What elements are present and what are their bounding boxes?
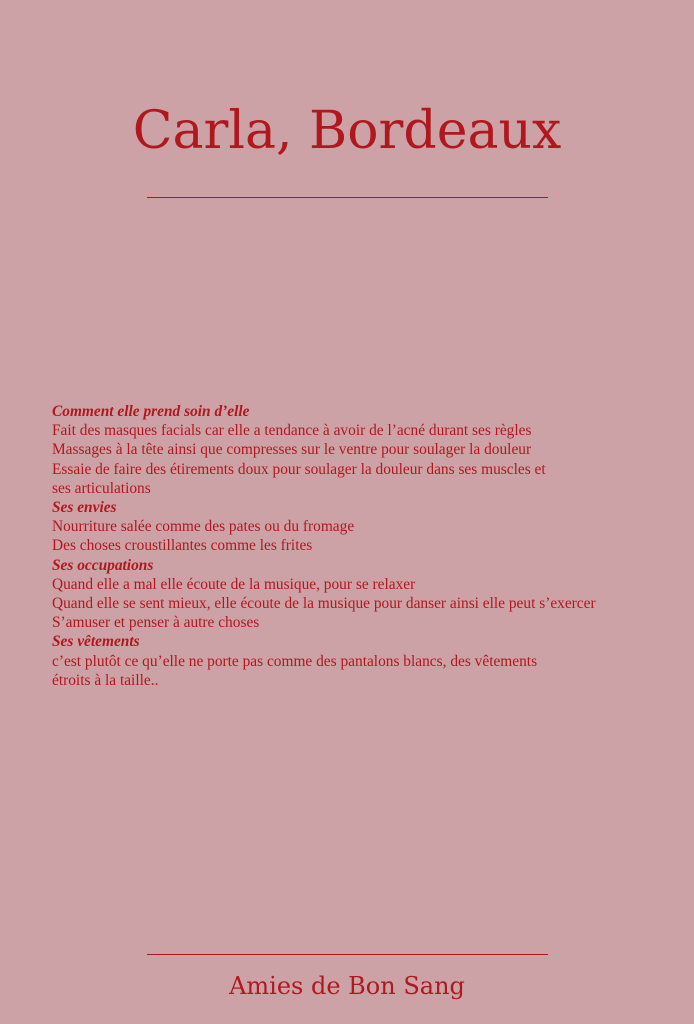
section-line: Des choses croustillantes comme les frites (52, 537, 313, 555)
section-line: Nourriture salée comme des pates ou du fromage (52, 518, 355, 536)
section-heading: Ses envies (52, 499, 117, 517)
section-line: Essaie de faire des étirements doux pour soulager la douleur dans ses muscles et (52, 460, 546, 478)
bottom-divider (147, 954, 548, 955)
section-line: Massages à la tête ainsi que compresses sur le ventre pour soulager la douleur (52, 441, 532, 459)
section-care (52, 402, 652, 498)
section-heading: Comment elle prend soin d’elle (52, 403, 250, 420)
footer-brand: Amies de Bon Sang (229, 972, 465, 1000)
section-line: Fait des masques facials car elle a tendance à avoir de l’acné durant ses règles (52, 422, 532, 440)
section-line: étroits à la taille.. (52, 671, 159, 689)
top-divider (147, 197, 548, 198)
section-line: S’amuser et penser à autre choses (52, 614, 260, 632)
section-clothing (52, 632, 652, 690)
section-line: ses articulations (52, 479, 151, 497)
section-line: Quand elle a mal elle écoute de la musique, pour se relaxer (52, 575, 416, 593)
section-activities (52, 556, 652, 633)
section-cravings (52, 498, 652, 556)
section-heading: Ses vêtements (52, 633, 140, 651)
section-line: Quand elle se sent mieux, elle écoute de la musique pour danser ainsi elle peut s’exercer (52, 595, 596, 613)
profile-content (52, 402, 652, 690)
section-heading: Ses occupations (52, 556, 154, 574)
section-line: c’est plutôt ce qu’elle ne porte pas comme des pantalons blancs, des vêtements (52, 652, 538, 670)
page-title: Carla, Bordeaux (132, 101, 562, 161)
